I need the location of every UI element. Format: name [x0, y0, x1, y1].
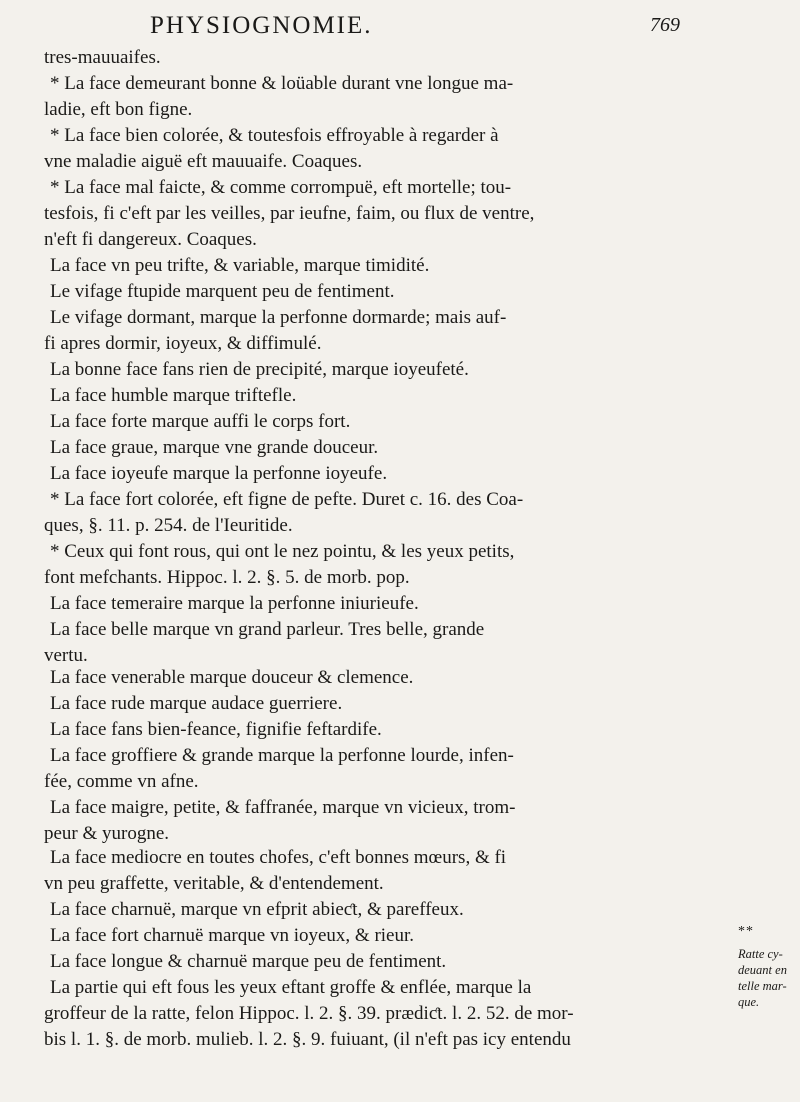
text-line: * La face demeurant bonne & loüable durant vne longue ma-: [50, 73, 514, 94]
text-line: Le vifage ftupide marquent peu de fentiment.: [50, 281, 395, 302]
margin-note-line: telle mar-: [738, 979, 787, 993]
text-line: * La face mal faicte, & comme corrompuë, eft mortelle; tou-: [50, 177, 512, 198]
text-line: La face ioyeufe marque la perfonne ioyeufe.: [50, 463, 388, 484]
text-line: La face belle marque vn grand parleur. Tres belle, grande: [50, 619, 485, 640]
text-line: La face humble marque triftefle.: [50, 385, 297, 406]
running-title: PHYSIOGNOMIE.: [150, 12, 373, 39]
text-line: peur & yurogne.: [44, 823, 170, 844]
text-line: vertu.: [44, 645, 88, 666]
text-line: Le vifage dormant, marque la perfonne dormarde; mais auf-: [50, 307, 507, 328]
text-line: ques, §. 11. p. 254. de l'Ieuritide.: [44, 515, 293, 536]
text-line: fi apres dormir, ioyeux, & diffimulé.: [44, 333, 322, 354]
margin-note-marker: **: [738, 924, 754, 939]
text-line: La face rude marque audace guerriere.: [50, 693, 343, 714]
text-line: La face forte marque auffi le corps fort.: [50, 411, 351, 432]
text-line: La face maigre, petite, & faffranée, marque vn vicieux, trom-: [50, 797, 516, 818]
text-line: ladie, eft bon figne.: [44, 99, 193, 120]
text-line: La bonne face fans rien de precipité, marque ioyeufeté.: [50, 359, 469, 380]
text-line: La face longue & charnuë marque peu de fentiment.: [50, 951, 447, 972]
text-line: La face fort charnuë marque vn ioyeux, & rieur.: [50, 925, 415, 946]
text-line: vn peu graffette, veritable, & d'entendement.: [44, 873, 384, 894]
text-line: vne maladie aiguë eft mauuaife. Coaques.: [44, 151, 363, 172]
text-line: La face venerable marque douceur & clemence.: [50, 667, 414, 688]
text-line: La face fans bien-feance, fignifie feftardife.: [50, 719, 382, 740]
text-line: fée, comme vn afne.: [44, 771, 199, 792]
text-line: La face groffiere & grande marque la perfonne lourde, infen-: [50, 745, 514, 766]
text-line: groffeur de la ratte, felon Hippoc. l. 2. §. 39. prædiƈt. l. 2. 52. de mor-: [44, 1003, 574, 1024]
text-line: La face charnuë, marque vn efprit abieƈt, & pareffeux.: [50, 899, 464, 920]
text-line: n'eft fi dangereux. Coaques.: [44, 229, 257, 250]
text-line: La face graue, marque vne grande douceur.: [50, 437, 379, 458]
text-line: La face vn peu trifte, & variable, marque timidité.: [50, 255, 430, 276]
text-line: tesfois, fi c'eft par les veilles, par ieufne, faim, ou flux de ventre,: [44, 203, 535, 224]
text-line: tres-mauuaifes.: [44, 47, 161, 68]
text-line: La face mediocre en toutes chofes, c'eft bonnes mœurs, & fi: [50, 847, 507, 868]
text-line: * La face fort colorée, eft figne de pefte. Duret c. 16. des Coa-: [50, 489, 524, 510]
text-line: La partie qui eft fous les yeux eftant groffe & enflée, marque la: [50, 977, 532, 998]
page-number: 769: [650, 14, 680, 36]
text-line: La face temeraire marque la perfonne iniurieufe.: [50, 593, 419, 614]
text-line: bis l. 1. §. de morb. mulieb. l. 2. §. 9. fuiuant, (il n'eft pas icy entendu: [44, 1029, 571, 1050]
margin-note-line: que.: [738, 995, 760, 1009]
text-line: * Ceux qui font rous, qui ont le nez pointu, & les yeux petits,: [50, 541, 515, 562]
text-line: * La face bien colorée, & toutesfois effroyable à regarder à: [50, 125, 499, 146]
running-header: [150, 12, 680, 44]
margin-note-line: deuant en: [738, 963, 787, 977]
margin-note-line: Ratte cy-: [738, 947, 783, 961]
text-line: font mefchants. Hippoc. l. 2. §. 5. de morb. pop.: [44, 567, 410, 588]
